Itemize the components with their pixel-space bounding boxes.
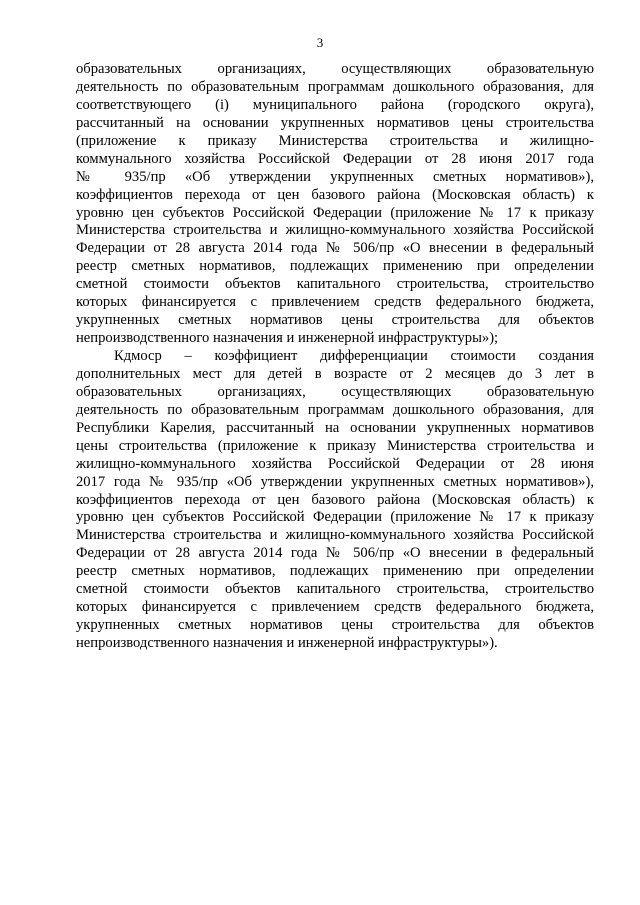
text-line: укрупненных сметных нормативов цены строительства для объектов	[76, 617, 594, 634]
text-line: жилищно-коммунального хозяйства Российской Федерации от 28 июня	[76, 455, 594, 472]
text-line: коммунального хозяйства Российской Федерации от 28 июня 2017 года	[76, 150, 594, 167]
text-line: рассчитанный на основании укрупненных нормативов цены строительства	[76, 114, 594, 131]
text-line: коэффициентов перехода от цен базового района (Московская область) к	[76, 186, 594, 203]
text-line: Кдмоср – коэффициент дифференциации стоимости создания	[114, 348, 594, 364]
text-line: Министерства строительства и жилищно-коммунального хозяйства Российской	[76, 222, 594, 239]
text-line: деятельность по образовательным программам дошкольного образования, для	[76, 78, 594, 95]
text-line: Федерации от 28 августа 2014 года № 506/пр «О внесении в федеральный	[76, 545, 594, 562]
text-line: которых финансируется с привлечением средств федерального бюджета,	[76, 294, 594, 311]
text-line: реестр сметных нормативов, подлежащих применению при определении	[76, 258, 594, 275]
document-body	[76, 61, 594, 653]
text-line: 2017 года № 935/пр «Об утверждении укрупненных сметных нормативов»),	[76, 473, 594, 490]
text-line: непроизводственного назначения и инженерной инфраструктуры»).	[76, 635, 498, 651]
text-line: уровню цен субъектов Российской Федерации (приложение № 17 к приказу	[76, 204, 594, 221]
text-line: Министерства строительства и жилищно-коммунального хозяйства Российской	[76, 527, 594, 544]
text-line: соответствующего (i) муниципального района (городского округа),	[76, 96, 594, 113]
text-line: реестр сметных нормативов, подлежащих применению при определении	[76, 563, 594, 580]
text-line: образовательных организациях, осуществляющих образовательную	[76, 61, 594, 77]
text-line: уровню цен субъектов Российской Федерации (приложение № 17 к приказу	[76, 509, 594, 526]
text-line: непроизводственного назначения и инженерной инфраструктуры»);	[76, 330, 499, 347]
text-line: которых финансируется с привлечением средств федерального бюджета,	[76, 599, 594, 616]
text-line: сметной стоимости объектов капитального строительства, строительство	[76, 581, 594, 598]
text-line: Республики Карелия, рассчитанный на основании укрупненных нормативов	[76, 419, 594, 436]
text-line: деятельность по образовательным программам дошкольного образования, для	[76, 401, 594, 418]
text-line: коэффициентов перехода от цен базового района (Московская область) к	[76, 491, 594, 508]
text-line: укрупненных сметных нормативов цены строительства для объектов	[76, 312, 594, 329]
text-line: дополнительных мест для детей в возрасте от 2 месяцев до 3 лет в	[76, 365, 594, 382]
text-line: Федерации от 28 августа 2014 года № 506/пр «О внесении в федеральный	[76, 240, 594, 257]
text-line: № 935/пр «Об утверждении укрупненных сметных нормативов»),	[76, 168, 594, 185]
text-line: цены строительства (приложение к приказу Министерства строительства и	[76, 437, 594, 454]
text-line: (приложение к приказу Министерства строительства и жилищно-	[76, 132, 594, 149]
text-line: образовательных организациях, осуществляющих образовательную	[76, 383, 594, 400]
page-number: 3	[316, 35, 324, 50]
text-line: сметной стоимости объектов капитального строительства, строительство	[76, 276, 594, 293]
